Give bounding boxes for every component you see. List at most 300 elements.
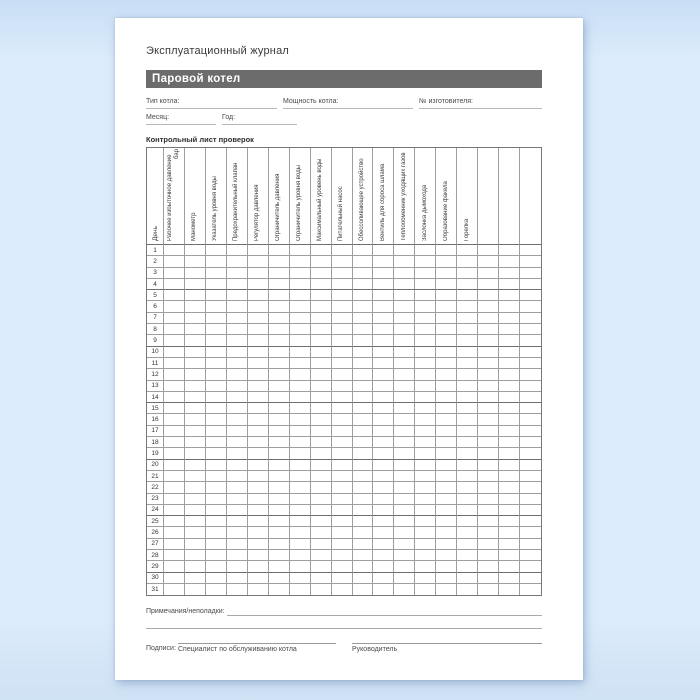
check-cell — [332, 561, 353, 572]
checklist-table — [146, 147, 542, 596]
signature-specialist-line — [178, 635, 336, 644]
check-cell — [227, 335, 248, 346]
check-cell — [353, 301, 374, 312]
check-cell — [164, 403, 185, 414]
check-cell — [206, 426, 227, 437]
day-cell: 1 — [147, 245, 164, 256]
check-cell — [457, 505, 478, 516]
check-cell — [311, 301, 332, 312]
check-cell — [164, 505, 185, 516]
check-cell — [478, 414, 499, 425]
check-cell — [164, 516, 185, 527]
check-cell — [353, 347, 374, 358]
check-cell — [185, 358, 206, 369]
check-cell — [269, 539, 290, 550]
check-cell — [164, 414, 185, 425]
check-cell — [185, 256, 206, 267]
check-cell — [227, 516, 248, 527]
check-cell — [478, 539, 499, 550]
check-cell — [499, 381, 520, 392]
day-cell: 17 — [147, 426, 164, 437]
check-cell — [353, 358, 374, 369]
check-cell — [394, 279, 415, 290]
check-cell — [248, 471, 269, 482]
day-cell: 12 — [147, 369, 164, 380]
check-cell — [185, 494, 206, 505]
check-cell — [269, 392, 290, 403]
check-cell — [373, 290, 394, 301]
year-field: Год: — [222, 114, 297, 125]
check-cell — [332, 301, 353, 312]
check-cell — [269, 414, 290, 425]
check-cell — [332, 505, 353, 516]
check-cell — [311, 471, 332, 482]
boiler-type-field: Тип котла: — [146, 98, 277, 109]
check-cell — [185, 290, 206, 301]
check-cell — [353, 494, 374, 505]
check-cell — [373, 381, 394, 392]
check-cell — [436, 505, 457, 516]
check-cell — [499, 505, 520, 516]
signature-manager-line — [352, 635, 542, 644]
check-cell — [353, 313, 374, 324]
check-cell — [332, 313, 353, 324]
check-cell — [457, 584, 478, 595]
signature-manager-block — [352, 635, 542, 653]
check-cell — [436, 290, 457, 301]
day-cell: 2 — [147, 256, 164, 267]
check-cell — [415, 381, 436, 392]
check-cell — [415, 369, 436, 380]
check-cell — [227, 324, 248, 335]
check-cell — [311, 290, 332, 301]
check-cell — [248, 482, 269, 493]
check-cell — [394, 573, 415, 584]
check-cell — [311, 347, 332, 358]
check-cell — [164, 313, 185, 324]
check-cell — [457, 301, 478, 312]
check-cell — [499, 494, 520, 505]
check-cell — [290, 505, 311, 516]
check-cell — [227, 561, 248, 572]
column-header: Манометр — [185, 148, 206, 245]
check-cell — [311, 573, 332, 584]
check-cell — [499, 313, 520, 324]
check-cell — [206, 403, 227, 414]
check-cell — [415, 448, 436, 459]
check-cell — [269, 256, 290, 267]
check-cell — [394, 460, 415, 471]
check-cell — [311, 584, 332, 595]
check-cell — [332, 381, 353, 392]
check-cell — [478, 256, 499, 267]
check-cell — [415, 245, 436, 256]
check-cell — [415, 313, 436, 324]
check-cell — [269, 335, 290, 346]
check-cell — [164, 358, 185, 369]
check-cell — [394, 482, 415, 493]
day-cell: 4 — [147, 279, 164, 290]
check-cell — [394, 561, 415, 572]
check-cell — [290, 448, 311, 459]
check-cell — [332, 414, 353, 425]
check-cell — [311, 505, 332, 516]
check-cell — [478, 268, 499, 279]
check-cell — [227, 448, 248, 459]
check-cell — [373, 527, 394, 538]
check-cell — [164, 471, 185, 482]
check-cell — [436, 527, 457, 538]
column-header: Ограничитель давления — [269, 148, 290, 245]
check-cell — [457, 313, 478, 324]
check-cell — [248, 426, 269, 437]
check-cell — [499, 245, 520, 256]
check-cell — [248, 516, 269, 527]
check-cell — [332, 358, 353, 369]
check-cell — [457, 279, 478, 290]
check-cell — [457, 494, 478, 505]
check-cell — [478, 279, 499, 290]
check-cell — [520, 584, 541, 595]
check-cell — [520, 347, 541, 358]
check-cell — [206, 369, 227, 380]
check-cell — [206, 494, 227, 505]
check-cell — [227, 369, 248, 380]
check-cell — [415, 505, 436, 516]
check-cell — [415, 561, 436, 572]
check-cell — [436, 403, 457, 414]
check-cell — [457, 403, 478, 414]
check-cell — [206, 460, 227, 471]
check-cell — [269, 482, 290, 493]
check-cell — [206, 358, 227, 369]
check-cell — [373, 460, 394, 471]
check-cell — [394, 358, 415, 369]
check-cell — [373, 279, 394, 290]
signature-manager-caption: Руководитель — [352, 646, 398, 654]
check-cell — [415, 550, 436, 561]
check-cell — [499, 527, 520, 538]
column-header: Обессоливающее устройство — [353, 148, 374, 245]
check-cell — [248, 539, 269, 550]
check-cell — [499, 414, 520, 425]
check-cell — [164, 381, 185, 392]
check-cell — [394, 426, 415, 437]
check-cell — [394, 516, 415, 527]
check-cell — [332, 573, 353, 584]
check-cell — [373, 550, 394, 561]
check-cell — [478, 358, 499, 369]
check-cell — [353, 505, 374, 516]
check-cell — [373, 448, 394, 459]
column-header: Ограничитель уровня воды — [290, 148, 311, 245]
check-cell — [311, 414, 332, 425]
check-cell — [394, 256, 415, 267]
check-cell — [248, 256, 269, 267]
check-cell — [415, 437, 436, 448]
check-cell — [394, 539, 415, 550]
check-cell — [478, 573, 499, 584]
check-cell — [248, 505, 269, 516]
check-cell — [478, 313, 499, 324]
check-cell — [415, 279, 436, 290]
check-cell — [353, 381, 374, 392]
check-cell — [290, 460, 311, 471]
check-cell — [227, 403, 248, 414]
check-cell — [164, 573, 185, 584]
check-cell — [311, 448, 332, 459]
check-cell — [478, 527, 499, 538]
check-cell — [457, 245, 478, 256]
check-cell — [478, 301, 499, 312]
check-cell — [269, 245, 290, 256]
check-cell — [415, 516, 436, 527]
check-cell — [227, 460, 248, 471]
check-cell — [373, 369, 394, 380]
check-cell — [185, 437, 206, 448]
check-cell — [269, 573, 290, 584]
check-cell — [227, 301, 248, 312]
check-cell — [520, 392, 541, 403]
check-cell — [332, 460, 353, 471]
check-cell — [478, 584, 499, 595]
check-cell — [499, 471, 520, 482]
check-cell — [185, 505, 206, 516]
check-cell — [373, 256, 394, 267]
check-cell — [457, 392, 478, 403]
check-cell — [248, 279, 269, 290]
check-cell — [311, 324, 332, 335]
check-cell — [457, 335, 478, 346]
check-cell — [248, 245, 269, 256]
check-cell — [206, 471, 227, 482]
day-cell: 9 — [147, 335, 164, 346]
section-banner: Паровой котел — [146, 70, 542, 88]
check-cell — [290, 301, 311, 312]
check-cell — [248, 494, 269, 505]
check-cell — [353, 471, 374, 482]
check-cell — [290, 369, 311, 380]
check-cell — [227, 358, 248, 369]
check-cell — [290, 550, 311, 561]
check-cell — [248, 448, 269, 459]
check-cell — [373, 505, 394, 516]
check-cell — [269, 494, 290, 505]
day-cell: 27 — [147, 539, 164, 550]
column-header: Максимальный уровень воды — [311, 148, 332, 245]
day-cell: 3 — [147, 268, 164, 279]
check-cell — [248, 369, 269, 380]
check-cell — [373, 324, 394, 335]
check-cell — [332, 392, 353, 403]
check-cell — [353, 539, 374, 550]
check-cell — [457, 381, 478, 392]
check-cell — [499, 256, 520, 267]
check-cell — [164, 426, 185, 437]
check-cell — [185, 268, 206, 279]
check-cell — [332, 245, 353, 256]
check-cell — [520, 256, 541, 267]
check-cell — [353, 279, 374, 290]
check-cell — [311, 516, 332, 527]
column-header — [499, 148, 520, 245]
check-cell — [248, 550, 269, 561]
check-cell — [394, 347, 415, 358]
check-cell — [164, 279, 185, 290]
check-cell — [290, 494, 311, 505]
check-cell — [373, 516, 394, 527]
check-cell — [373, 245, 394, 256]
day-cell: 23 — [147, 494, 164, 505]
check-cell — [185, 527, 206, 538]
check-cell — [311, 381, 332, 392]
check-cell — [457, 358, 478, 369]
check-cell — [206, 505, 227, 516]
check-cell — [269, 460, 290, 471]
signatures-section — [146, 635, 542, 653]
check-cell — [478, 245, 499, 256]
check-cell — [290, 539, 311, 550]
check-cell — [311, 494, 332, 505]
check-cell — [520, 437, 541, 448]
day-cell: 19 — [147, 448, 164, 459]
check-cell — [499, 369, 520, 380]
check-cell — [478, 494, 499, 505]
check-cell — [499, 324, 520, 335]
check-cell — [332, 527, 353, 538]
check-cell — [373, 313, 394, 324]
check-cell — [206, 584, 227, 595]
check-cell — [478, 324, 499, 335]
check-cell — [520, 245, 541, 256]
check-cell — [311, 426, 332, 437]
check-cell — [269, 347, 290, 358]
check-cell — [373, 561, 394, 572]
check-cell — [332, 369, 353, 380]
check-cell — [353, 290, 374, 301]
check-cell — [332, 494, 353, 505]
day-cell: 20 — [147, 460, 164, 471]
check-cell — [394, 448, 415, 459]
check-cell — [269, 426, 290, 437]
column-header: Заслонка дымохода — [415, 148, 436, 245]
check-cell — [499, 335, 520, 346]
check-cell — [185, 584, 206, 595]
check-cell — [436, 539, 457, 550]
day-cell: 29 — [147, 561, 164, 572]
check-cell — [164, 256, 185, 267]
check-cell — [269, 290, 290, 301]
check-cell — [206, 313, 227, 324]
check-cell — [520, 561, 541, 572]
check-cell — [415, 584, 436, 595]
check-cell — [415, 335, 436, 346]
day-cell: 21 — [147, 471, 164, 482]
check-cell — [206, 527, 227, 538]
check-cell — [185, 414, 206, 425]
check-cell — [227, 539, 248, 550]
check-cell — [499, 279, 520, 290]
check-cell — [290, 392, 311, 403]
check-cell — [311, 256, 332, 267]
check-cell — [436, 358, 457, 369]
check-cell — [290, 482, 311, 493]
check-cell — [332, 279, 353, 290]
day-cell: 6 — [147, 301, 164, 312]
check-cell — [436, 313, 457, 324]
check-cell — [248, 414, 269, 425]
day-cell: 11 — [147, 358, 164, 369]
check-cell — [499, 403, 520, 414]
page-title: Эксплуатационный журнал — [146, 45, 290, 57]
check-cell — [290, 347, 311, 358]
check-cell — [394, 369, 415, 380]
check-cell — [269, 301, 290, 312]
check-cell — [394, 335, 415, 346]
check-cell — [248, 347, 269, 358]
check-cell — [520, 539, 541, 550]
check-cell — [353, 403, 374, 414]
check-cell — [206, 335, 227, 346]
check-cell — [206, 256, 227, 267]
check-cell — [373, 482, 394, 493]
check-cell — [394, 290, 415, 301]
check-cell — [520, 482, 541, 493]
check-cell — [332, 437, 353, 448]
check-cell — [269, 437, 290, 448]
check-cell — [290, 279, 311, 290]
check-cell — [394, 494, 415, 505]
manufacturer-no-field: № изготовителя: — [419, 98, 542, 109]
check-cell — [394, 527, 415, 538]
check-cell — [520, 527, 541, 538]
check-cell — [457, 448, 478, 459]
check-cell — [269, 550, 290, 561]
day-cell: 13 — [147, 381, 164, 392]
check-cell — [436, 245, 457, 256]
check-cell — [269, 471, 290, 482]
check-cell — [185, 381, 206, 392]
check-cell — [185, 392, 206, 403]
signatures-label: Подписи: — [146, 645, 176, 653]
check-cell — [499, 426, 520, 437]
check-cell — [185, 313, 206, 324]
check-cell — [353, 516, 374, 527]
check-cell — [353, 584, 374, 595]
check-cell — [415, 494, 436, 505]
check-cell — [185, 482, 206, 493]
check-cell — [436, 573, 457, 584]
check-cell — [269, 403, 290, 414]
check-cell — [478, 335, 499, 346]
check-cell — [185, 324, 206, 335]
check-cell — [290, 573, 311, 584]
check-cell — [185, 347, 206, 358]
check-cell — [436, 482, 457, 493]
check-cell — [436, 256, 457, 267]
check-cell — [520, 505, 541, 516]
check-cell — [520, 279, 541, 290]
check-cell — [290, 245, 311, 256]
check-cell — [164, 527, 185, 538]
check-cell — [332, 471, 353, 482]
check-cell — [164, 324, 185, 335]
check-cell — [311, 539, 332, 550]
check-cell — [478, 505, 499, 516]
check-cell — [269, 268, 290, 279]
check-cell — [164, 245, 185, 256]
notes-writing-line-2 — [146, 616, 542, 629]
